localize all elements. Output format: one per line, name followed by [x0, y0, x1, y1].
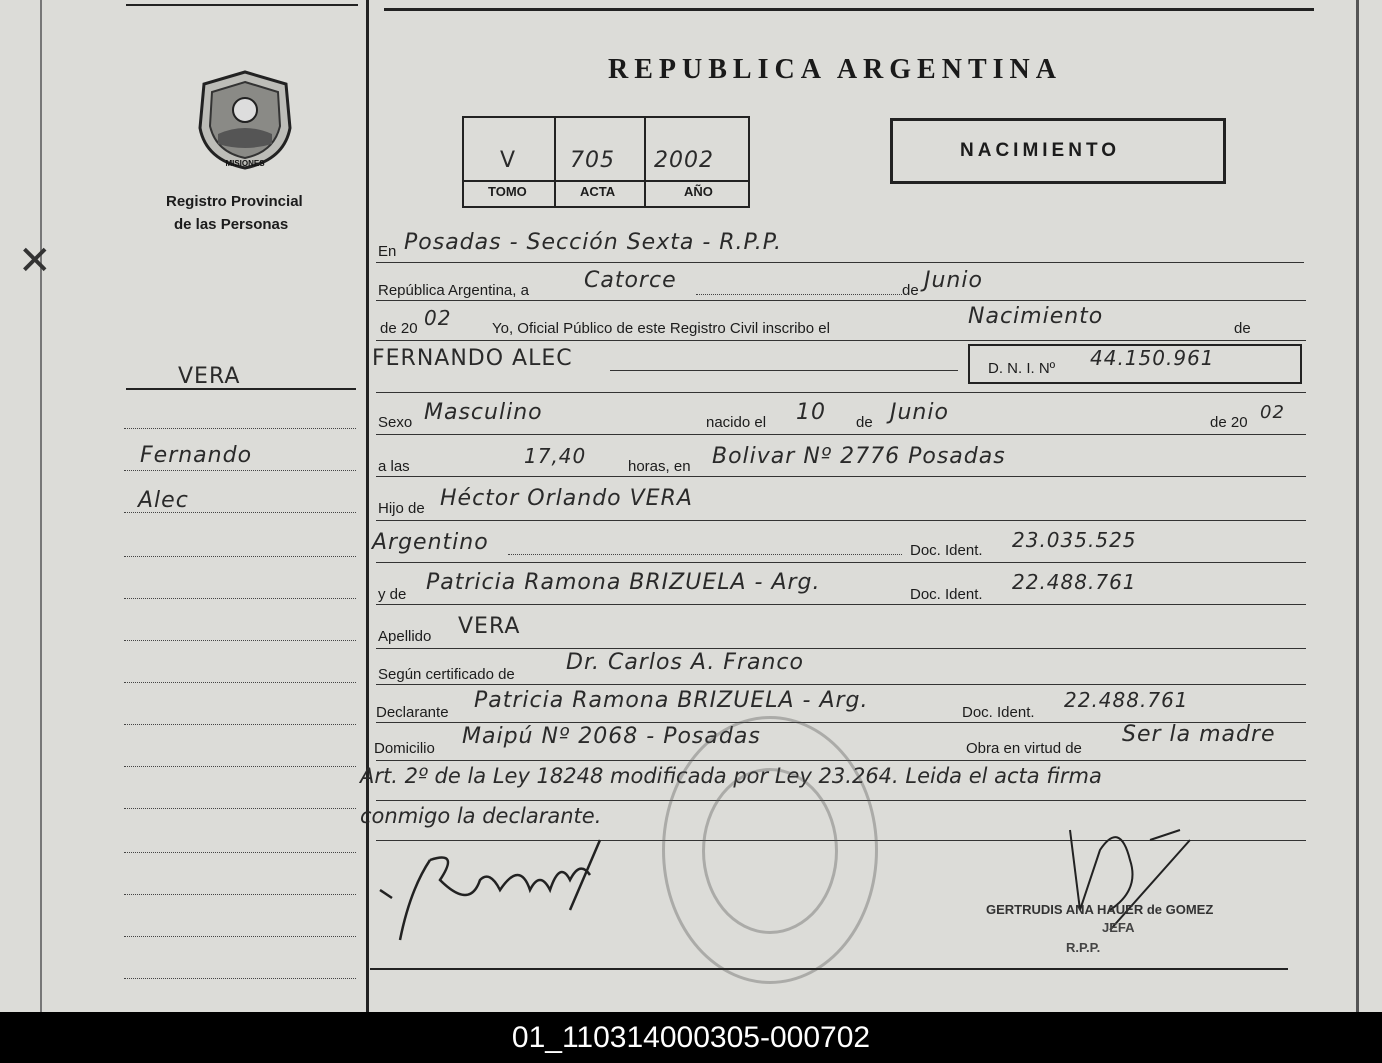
- acta-value: 705: [570, 148, 615, 173]
- rule: [376, 392, 1306, 393]
- nacido-label: nacido el: [706, 414, 767, 431]
- padre-value: Héctor Orlando VERA: [440, 486, 693, 511]
- republica-label: República Argentina, a: [378, 282, 529, 299]
- hijo-label: Hijo de: [378, 500, 425, 517]
- year-suffix: 02: [424, 306, 452, 330]
- official-name: GERTRUDIS ANA HAUER de GOMEZ: [986, 902, 1214, 917]
- dni-value: 44.150.961: [1090, 346, 1215, 370]
- padre-doc-value: 23.035.525: [1012, 528, 1137, 552]
- domicilio-label: Domicilio: [374, 740, 435, 757]
- nacido-day: 10: [796, 400, 826, 425]
- rule: [376, 604, 1306, 605]
- act-type-label: NACIMIENTO: [960, 140, 1120, 161]
- margin-dotted-line: [124, 598, 356, 599]
- rule: [376, 262, 1304, 263]
- en-value: Posadas - Sección Sexta - R.P.P.: [404, 230, 782, 255]
- apellido-label: Apellido: [378, 628, 432, 645]
- declarante-value: Patricia Ramona BRIZUELA - Arg.: [474, 688, 869, 713]
- document-title: REPUBLICA ARGENTINA: [608, 54, 1062, 85]
- declarante-label: Declarante: [376, 704, 449, 721]
- dni-label: D. N. I. Nº: [988, 360, 1056, 377]
- coat-of-arms-emblem: [194, 68, 296, 172]
- left-binding-line: [40, 0, 42, 1012]
- de-label-2: de: [1234, 320, 1251, 337]
- ano-label: AÑO: [684, 184, 713, 199]
- month-value: Junio: [924, 268, 983, 293]
- domicilio-value: Maipú Nº 2068 - Posadas: [462, 724, 761, 749]
- record-number-box: [462, 116, 750, 208]
- margin-dotted-line: [124, 978, 356, 979]
- declarant-signature: [370, 820, 620, 950]
- file-id-footer: 01_110314000305-000702: [0, 1012, 1382, 1063]
- margin-dotted-line: [124, 852, 356, 853]
- madre-value: Patricia Ramona BRIZUELA - Arg.: [426, 570, 821, 595]
- bottom-rule: [370, 968, 1288, 970]
- right-page-edge: [1356, 0, 1359, 1012]
- sexo-value: Masculino: [424, 400, 543, 425]
- tomo-label: TOMO: [488, 184, 527, 199]
- segun-value: Dr. Carlos A. Franco: [566, 650, 804, 675]
- margin-rule: [126, 388, 356, 390]
- tomo-value: V: [500, 148, 517, 173]
- day-value: Catorce: [584, 268, 677, 293]
- nacido-year: 02: [1260, 402, 1285, 423]
- de20-label: de 20: [1210, 414, 1248, 431]
- margin-dotted-line: [124, 428, 356, 429]
- horas-label: horas, en: [628, 458, 691, 475]
- segun-label: Según certificado de: [378, 666, 515, 683]
- dotted-fill: [696, 294, 902, 295]
- yde-label: y de: [378, 586, 407, 603]
- de-label: de: [902, 282, 919, 299]
- obra-value: Ser la madre: [1122, 722, 1276, 747]
- en-label: En: [378, 243, 397, 260]
- declarante-doc-label: Doc. Ident.: [962, 704, 1035, 721]
- rule: [376, 648, 1306, 649]
- left-column-divider: [366, 0, 369, 1012]
- acta-label: ACTA: [580, 184, 616, 199]
- rule: [376, 562, 1306, 563]
- official-seal-inner: [702, 768, 838, 934]
- margin-dotted-line: [124, 556, 356, 557]
- hora-value: 17,40: [524, 444, 587, 468]
- margin-dotted-line: [124, 682, 356, 683]
- de-label-3: de: [856, 414, 873, 431]
- inscribo-value: Nacimiento: [968, 304, 1104, 329]
- year-prefix: de 20: [380, 320, 418, 337]
- margin-dotted-line: [124, 724, 356, 725]
- margin-dotted-line: [124, 512, 356, 513]
- registry-name-line1: Registro Provincial: [166, 193, 303, 210]
- rule: [376, 476, 1306, 477]
- rule: [376, 520, 1306, 521]
- margin-dotted-line: [124, 808, 356, 809]
- margin-dotted-line: [124, 766, 356, 767]
- padre-nationality: Argentino: [372, 530, 489, 555]
- official-org: R.P.P.: [1066, 940, 1101, 955]
- child-name-value: FERNANDO ALEC: [372, 346, 573, 371]
- obra-label: Obra en virtud de: [966, 740, 1082, 757]
- rule: [376, 684, 1306, 685]
- top-rule: [384, 8, 1314, 11]
- svg-text:MISIONES: MISIONES: [225, 159, 265, 168]
- official-title: JEFA: [1102, 920, 1135, 935]
- declarante-doc-value: 22.488.761: [1064, 688, 1189, 712]
- sexo-label: Sexo: [378, 414, 413, 431]
- rule: [376, 340, 1306, 341]
- margin-dotted-line: [124, 640, 356, 641]
- apellido-value: VERA: [458, 614, 521, 639]
- ley-line: Art. 2º de la Ley 18248 modificada por Ley 23.264. Leida el acta firma: [360, 764, 1102, 788]
- margin-first-name: Fernando: [140, 443, 253, 468]
- lugar-value: Bolivar Nº 2776 Posadas: [712, 444, 1006, 469]
- rule: [610, 370, 958, 371]
- dotted-fill: [508, 554, 902, 555]
- binding-mark: ✕: [18, 239, 52, 283]
- margin-dotted-line: [124, 936, 356, 937]
- conmigo-line: conmigo la declarante.: [360, 804, 602, 828]
- alas-label: a las: [378, 458, 410, 475]
- madre-doc-label: Doc. Ident.: [910, 586, 983, 603]
- oficial-text: Yo, Oficial Público de este Registro Civil inscribo el: [492, 320, 830, 337]
- madre-doc-value: 22.488.761: [1012, 570, 1137, 594]
- margin-dotted-line: [124, 470, 356, 471]
- margin-surname: VERA: [178, 364, 241, 389]
- ano-value: 2002: [654, 148, 714, 173]
- nacido-month: Junio: [890, 400, 949, 425]
- margin-dotted-line: [124, 894, 356, 895]
- registry-name-line2: de las Personas: [174, 216, 289, 233]
- rule: [376, 434, 1306, 435]
- padre-doc-label: Doc. Ident.: [910, 542, 983, 559]
- margin-middle-name: Alec: [138, 488, 189, 513]
- rule: [376, 300, 1306, 301]
- top-left-rule: [126, 4, 358, 6]
